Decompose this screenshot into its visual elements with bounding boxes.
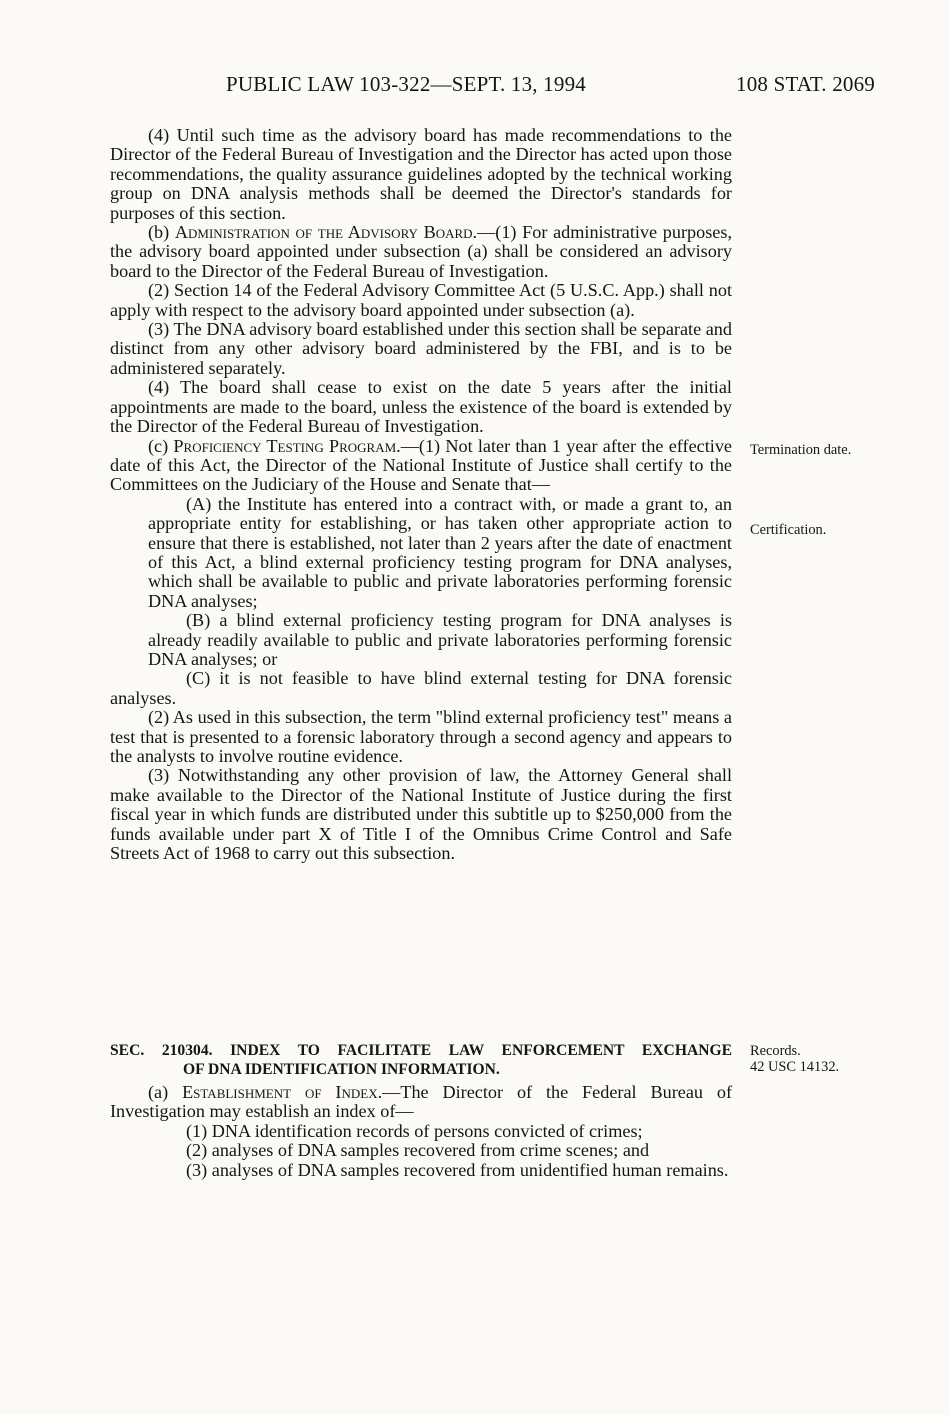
margin-note-usc-citation: 42 USC 14132. xyxy=(750,1059,840,1075)
statute-page-number: 108 STAT. 2069 xyxy=(736,72,875,96)
body-text xyxy=(110,126,732,863)
paragraph-sec-a xyxy=(110,1083,732,1122)
section-heading-line1: SEC. 210304. INDEX TO FACILITATE LAW ENFORCEMENT EXCHANGE xyxy=(110,1042,732,1059)
paragraph-c3: (3) Notwithstanding any other provision of law, the Attorney General shall make available to the Director of the National Institute of Justice during the first fiscal year in which funds are distributed under this subtitle up to $250,000 from the funds available under part X of Title I of the Omnibus Crime Control and Safe Streets Act of 1968 to carry out this subsection. xyxy=(110,765,732,864)
subsection-c-heading: Proficiency Testing Program. xyxy=(173,435,401,456)
margin-note-certification: Certification. xyxy=(750,522,827,538)
paragraph-cA: (A) the Institute has entered into a contract with, or made a grant to, an appropriate entity for establishing, or has taken other appropriate action to ensure that there is established, not later than 2 years after the date of enactment of this Act, a blind external proficiency testing program for DNA analyses, which shall be available to public and private laboratories performing forensic DNA analyses; xyxy=(148,493,732,611)
paragraph-a4: (4) Until such time as the advisory board has made recommendations to the Director of the Federal Bureau of Investigation and the Director has acted upon those recommendations, the quality assurance guidelines adopted by the technical working group on DNA analysis methods shall be deemed the Director's standards for purposes of this section. xyxy=(110,125,732,223)
section-heading-line2: OF DNA IDENTIFICATION INFORMATION. xyxy=(183,1061,500,1078)
paragraph-b4: (4) The board shall cease to exist on the date 5 years after the initial appointments are made to the board, unless the existence of the board is extended by the Director of the Federal Bureau of Investigation. xyxy=(110,377,732,437)
subsection-a-heading: Establishment of Index. xyxy=(182,1082,383,1102)
paragraph-sec-a-label: (a) xyxy=(148,1082,183,1102)
paragraph-b3: (3) The DNA advisory board established under this section shall be separate and distinct from any other advisory board administered by the FBI, and is to be administered separately. xyxy=(110,319,732,378)
paragraph-sec-a-text: —The Director of the Federal Bureau of Investigation may establish an index of— xyxy=(110,1082,733,1122)
paragraph-c2: (2) As used in this subsection, the term "blind external proficiency test" means a test that is presented to a forensic laboratory through a second agency and appears to the analysts to involve routine evidence. xyxy=(110,707,732,766)
margin-note-records-label: Records. xyxy=(750,1043,801,1059)
paragraph-b2: (2) Section 14 of the Federal Advisory Committee Act (5 U.S.C. App.) shall not apply with respect to the advisory board appointed under subsection (a). xyxy=(110,280,732,320)
section-body xyxy=(110,1083,732,1180)
paragraph-c-label: (c) xyxy=(148,435,174,456)
margin-note-records xyxy=(750,1043,870,1075)
paragraph-b-label: (b) xyxy=(148,222,175,243)
paragraph-b1 xyxy=(110,223,732,281)
margin-note-termination: Termination date. xyxy=(750,442,852,458)
paragraph-c1 xyxy=(110,437,732,495)
running-head: PUBLIC LAW 103-322—SEPT. 13, 1994 xyxy=(226,72,586,96)
section-heading xyxy=(110,1041,732,1079)
paragraph-sec-a3: (3) analyses of DNA samples recovered from unidentified human remains. xyxy=(186,1159,729,1180)
subsection-b-heading: Administration of the Advisory Board. xyxy=(174,222,478,243)
paragraph-sec-a1: (1) DNA identification records of persons convicted of crimes; xyxy=(186,1120,643,1141)
page-header xyxy=(110,72,875,112)
paragraph-sec-a2: (2) analyses of DNA samples recovered from crime scenes; and xyxy=(186,1140,650,1161)
paragraph-cC: (C) it is not feasible to have blind external testing for DNA forensic analyses. xyxy=(110,668,732,708)
paragraph-c1-text: —(1) Not later than 1 year after the effective date of this Act, the Director of the National Institute of Justice shall certify to the Committees on the Judiciary of the House and Senate that— xyxy=(110,435,732,495)
paragraph-b1-text: —(1) For administrative purposes, the advisory board appointed under subsection (a) shall be considered an advisory board to the Director of the Federal Bureau of Investigation. xyxy=(110,222,732,281)
paragraph-cB: (B) a blind external proficiency testing program for DNA analyses is already readily available to public and private laboratories performing forensic DNA analyses; or xyxy=(148,610,732,669)
